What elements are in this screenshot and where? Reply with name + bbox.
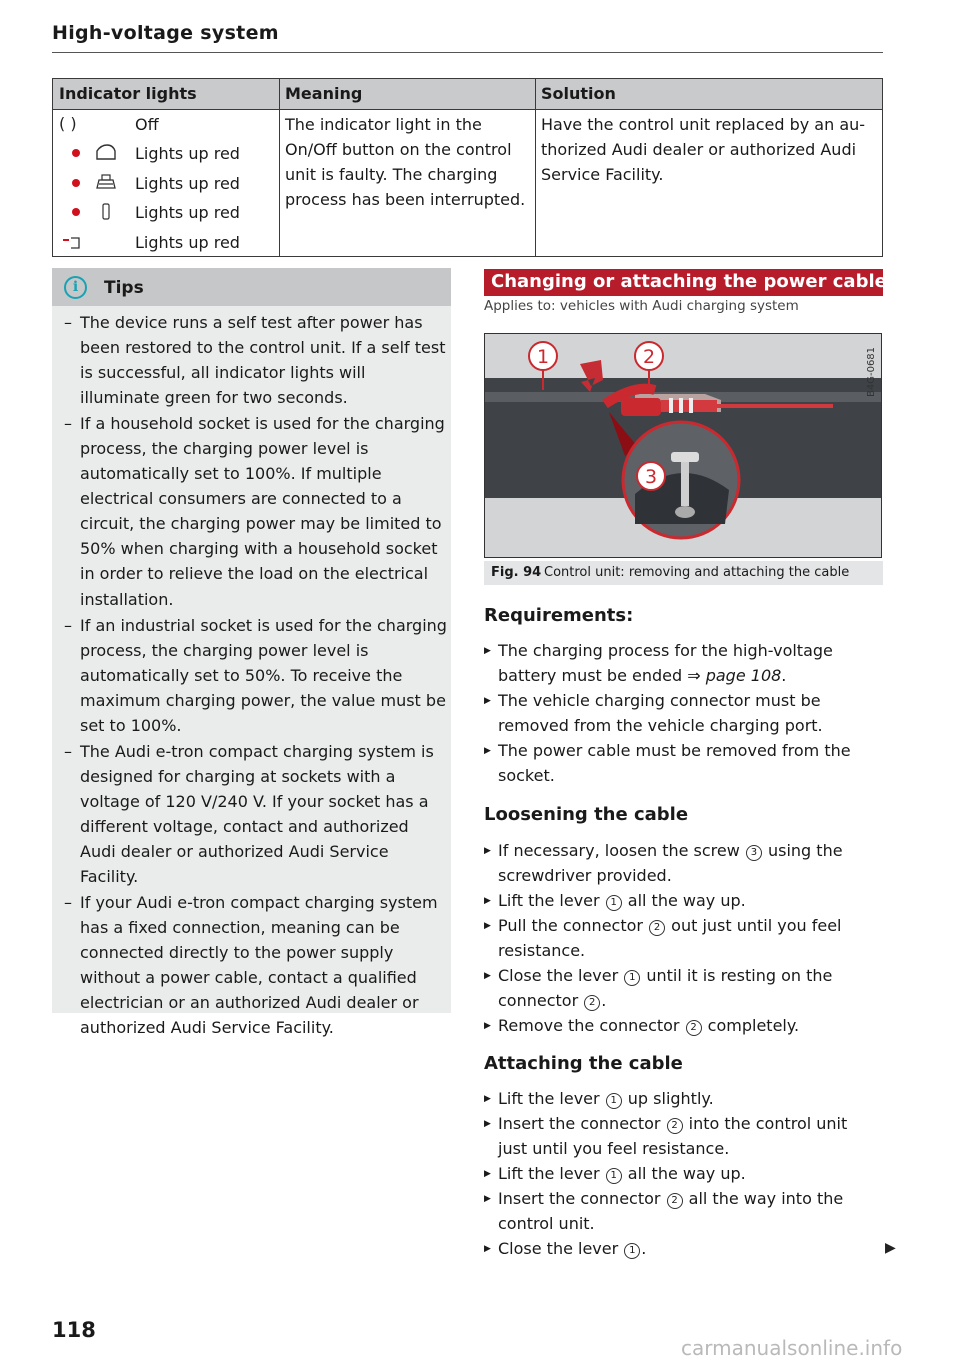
indicator-label: Off [135, 115, 159, 134]
list-item: ▶ Pull the connector 2 out just until you feel resistance. [484, 913, 879, 963]
tip-item: – If an industrial socket is used for the charging process, the charging power level is automatically set to 50%. To receive the maximum charging power, the value must be set to 100%. [64, 613, 449, 738]
list-item: ▶ Close the lever 1 until it is resting on the connector 2 . [484, 963, 879, 1013]
list-item: ▶ The vehicle charging connector must be removed from the vehicle charging port. [484, 688, 879, 738]
indicator-label: Lights up red [135, 233, 240, 252]
page-number: 118 [52, 1318, 96, 1342]
plug-cable-icon [59, 231, 139, 253]
callout-number: 1 [624, 970, 640, 986]
callout-number: 2 [667, 1193, 683, 1209]
figure-caption [484, 561, 883, 585]
requirements-heading: Requirements: [484, 605, 634, 626]
tips-list [64, 310, 449, 1041]
figure-number: Fig. 94 [491, 565, 542, 580]
list-item: ▶ If necessary, loosen the screw 3 using the screwdriver provided. [484, 838, 879, 888]
header-meaning: Meaning [285, 84, 363, 103]
power-button-bracket-icon [59, 113, 139, 135]
page-reference-link[interactable]: ⇒ page 108 [687, 666, 782, 685]
indicator-lights-table [52, 78, 883, 257]
meaning-cell: The indicator light in the On/Off button on the control unit is faulty. The charging process has been interrupted. [285, 115, 526, 209]
callout-number: 1 [606, 1093, 622, 1109]
list-item: ▶ Insert the connector 2 into the control unit just until you feel resistance. [484, 1111, 879, 1161]
list-item: ▶ Insert the connector 2 all the way into the control unit. [484, 1186, 879, 1236]
figure-callout: 2 [642, 346, 656, 368]
callout-number: 2 [686, 1020, 702, 1036]
section-title-banner [484, 269, 887, 296]
loosening-heading: Loosening the cable [484, 804, 689, 825]
watermark: carmanualsonline.info [681, 1336, 903, 1360]
list-item: ▶ The power cable must be removed from the socket. [484, 738, 879, 788]
callout-number: 2 [649, 920, 665, 936]
column-divider [279, 79, 280, 256]
tip-item: – If a household socket is used for the charging process, the charging power level is automatically set to 100%. If multiple electrical consumers are connected to a circuit, the charging power may be limited to 50% when charging with a household socket in order to relieve the load on the electrical installation. [64, 411, 449, 611]
svg-text:( ): ( ) [59, 114, 77, 133]
control-unit-illustration [485, 334, 881, 557]
column-divider [535, 79, 536, 256]
list-item: ▶ Lift the lever 1 all the way up. [484, 888, 879, 913]
indicator-label: Lights up red [135, 144, 240, 163]
page-header-title: High-voltage system [52, 22, 279, 44]
control-unit-figure [484, 333, 882, 558]
loosening-steps [484, 838, 879, 1038]
tips-box [52, 268, 451, 1038]
figure-callout: 1 [536, 346, 550, 368]
tip-item: – The Audi e-tron compact charging system is designed for charging at sockets with a voltage of 120 V/240 V. If your socket has a different voltage, contact and authorized Audi dealer or authorized Audi Service Facility. [64, 739, 449, 889]
header-divider [52, 52, 883, 53]
info-icon: i [64, 276, 87, 299]
table-header-row [53, 79, 882, 110]
callout-number: 1 [606, 895, 622, 911]
header-solution: Solution [541, 84, 616, 103]
callout-number: 3 [746, 845, 762, 861]
section-title: Changing or attaching the power cable [491, 271, 887, 292]
tips-header [52, 268, 451, 306]
tips-title: Tips [104, 278, 144, 298]
vehicle-plug-icon [59, 172, 139, 194]
callout-number: 2 [667, 1118, 683, 1134]
figure-caption-text: Control unit: removing and attaching the cable [544, 565, 850, 580]
attaching-steps [484, 1086, 879, 1261]
list-item: ▶ Lift the lever 1 up slightly. [484, 1086, 879, 1111]
figure-callout: 3 [644, 466, 658, 488]
figure-code: B4G-0681 [866, 346, 877, 397]
callout-number: 2 [584, 995, 600, 1011]
list-item: ▶ Remove the connector 2 completely. [484, 1013, 879, 1038]
requirements-list [484, 638, 879, 788]
solution-cell: Have the control unit replaced by an au- thorized Audi dealer or authorized Audi Service Facility. [541, 115, 866, 184]
header-indicator-lights: Indicator lights [59, 84, 197, 103]
callout-number: 1 [624, 1243, 640, 1259]
continue-arrow-icon: ▶ [885, 1240, 896, 1256]
list-item: ▶ Lift the lever 1 all the way up. [484, 1161, 879, 1186]
battery-icon [59, 201, 139, 223]
indicator-label: Lights up red [135, 174, 240, 193]
indicator-label: Lights up red [135, 203, 240, 222]
list-item: ▶ Close the lever 1 . [484, 1236, 879, 1261]
car-silhouette-icon [59, 142, 139, 164]
tip-item: – If your Audi e-tron compact charging system has a fixed connection, meaning can be connected directly to the power supply without a power cable, contact a qualified electrician or an authorized Audi dealer or authorized Audi Service Facility. [64, 890, 449, 1040]
callout-number: 1 [606, 1168, 622, 1184]
attaching-heading: Attaching the cable [484, 1053, 683, 1074]
list-item: ▶ The charging process for the high-voltage battery must be ended ⇒ page 108. [484, 638, 879, 688]
tip-item: – The device runs a self test after power has been restored to the control unit. If a self test is successful, all indicator lights will illuminate green for two seconds. [64, 310, 449, 410]
applies-to-note: Applies to: vehicles with Audi charging system [484, 298, 799, 314]
